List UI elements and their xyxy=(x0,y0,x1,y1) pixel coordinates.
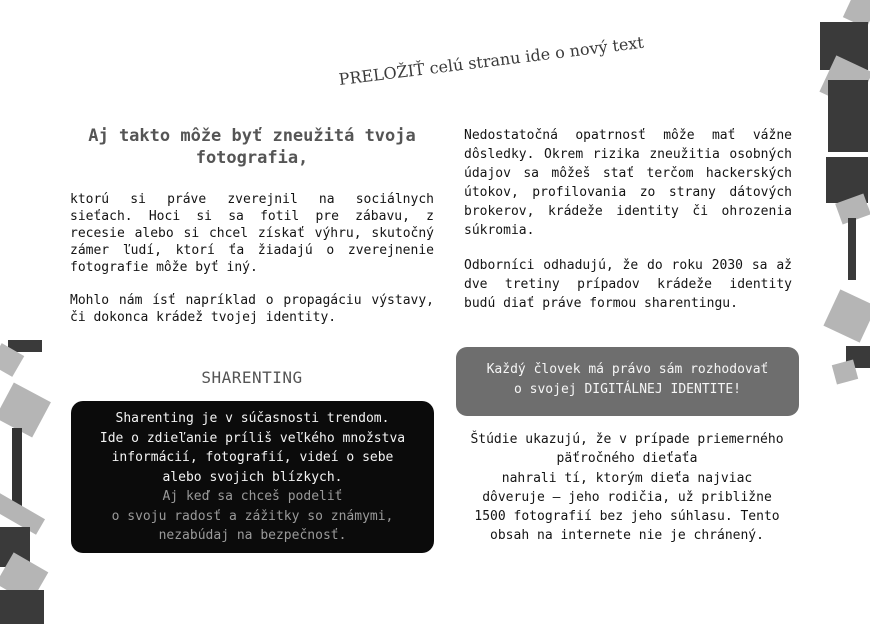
right-column xyxy=(464,126,792,313)
decor-square xyxy=(848,218,856,280)
study-line: 1500 fotografií bez jeho súhlasu. Tento xyxy=(474,509,780,525)
sharenting-box xyxy=(71,401,434,553)
decor-square xyxy=(0,590,44,624)
decor-square xyxy=(823,289,870,342)
study-line: dôveruje – jeho rodičia, už približne xyxy=(482,489,772,505)
decor-square xyxy=(832,359,858,384)
right-paragraph-1: Nedostatočná opatrnosť môže mať vážne dôsledky. Okrem rizika zneužitia osobných údajov sa môžeš stať terčom hackerských útokov, profilovania zo strany dátových brokerov, krádeže identity či ohrozenia súkromia. xyxy=(464,128,792,238)
decor-square xyxy=(12,428,22,506)
study-line: obsah na internete nie je chránený. xyxy=(490,528,764,544)
box-line: o svoju radosť a zážitky so známymi, xyxy=(111,508,394,524)
box-line: informácií, fotografií, videí o sebe xyxy=(111,450,394,465)
box-line: alebo svojich blízkych. xyxy=(162,469,343,485)
study-line: päťročného dieťaťa xyxy=(556,451,698,467)
decor-square xyxy=(0,382,51,437)
box-line: Ide o zdieľanie príliš veľkého množstva xyxy=(99,430,406,446)
box-line: Aj keď sa chceš podeliť xyxy=(162,489,343,504)
right-paragraph-2: Odborníci odhadujú, že do roku 2030 sa až dve tretiny prípadov krádeže identity budú diať práve formou sharentingu. xyxy=(464,258,792,311)
left-column xyxy=(70,125,434,326)
left-paragraph-2: Mohlo nám ísť napríklad o propagáciu výstavy, či dokonca krádež tvojej identity. xyxy=(70,293,434,325)
left-paragraph-1: ktorú si práve zverejnil na sociálnych sieťach. Hoci si sa fotil pre zábavu, z recesie alebo si chcel získať výhru, skutočný zámer ľudí, ktorí ťa žiadajú o zverejnenie fotografie môže byť iný. xyxy=(70,192,434,275)
sharenting-title: SHARENTING xyxy=(201,368,303,387)
digital-identity-callout xyxy=(456,347,799,416)
callout-line: o svojej DIGITÁLNEJ IDENTITE! xyxy=(514,382,741,397)
box-line: nezabúdaj na bezpečnosť. xyxy=(158,528,347,543)
study-line: nahrali tí, ktorým dieťa najviac xyxy=(501,470,753,486)
translation-note: PRELOŽIŤ celú stranu ide o nový text xyxy=(337,32,645,89)
page-heading: Aj takto môže byť zneužitá tvoja fotografia, xyxy=(88,126,416,168)
box-line: Sharenting je v súčasnosti trendom. xyxy=(115,411,390,426)
decor-square xyxy=(828,80,868,152)
study-line: Štúdie ukazujú, že v prípade priemerného xyxy=(470,432,784,447)
callout-line: Každý človek má právo sám rozhodovať xyxy=(486,362,769,377)
study-text xyxy=(452,430,802,546)
